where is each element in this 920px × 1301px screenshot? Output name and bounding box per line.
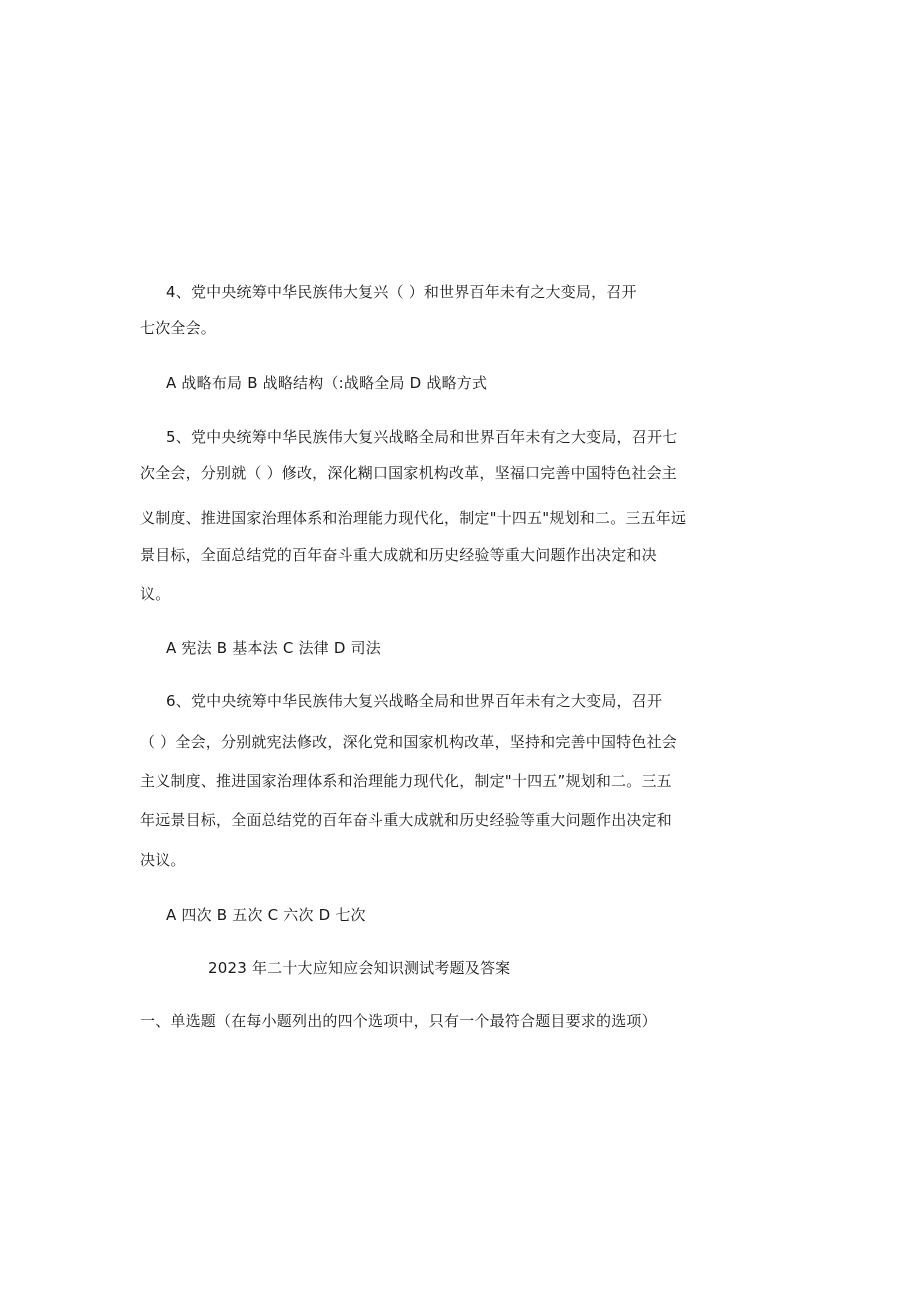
q6-options: A 四次 B 五次 C 六次 D 七次 <box>166 906 366 924</box>
q6-stem-line-1: 6、党中央统筹中华民族伟大复兴战略全局和世界百年未有之大变局，召开 <box>166 692 663 710</box>
q4-options: A 战略布局 B 战略结构（:战略全局 D 战略方式 <box>166 374 488 392</box>
q5-stem-line-5: 议。 <box>140 585 171 603</box>
q6-stem-line-4: 年远景目标，全面总结党的百年奋斗重大成就和历史经验等重大问题作出决定和 <box>140 811 673 829</box>
q4-stem-line-2: 七次全会。 <box>140 319 217 337</box>
q5-stem-line-2: 次全会，分别就（ ）修改，深化糊口国家机构改革，坚福口完善中国特色社会主 <box>140 464 677 482</box>
q5-stem-line-4: 景目标，全面总结党的百年奋斗重大成就和历史经验等重大问题作出决定和决 <box>140 546 657 564</box>
q4-stem-line-1: 4、党中央统筹中华民族伟大复兴（ ）和世界百年未有之大变局，召开 <box>166 283 637 301</box>
q6-stem-line-3: 主义制度、推进国家治理体系和治理能力现代化，制定"十四五”规划和二。三五 <box>140 772 672 790</box>
section-heading: 一、单选题（在每小题列出的四个选项中，只有一个最符合题目要求的选项） <box>140 1012 657 1030</box>
q5-stem-line-1: 5、党中央统筹中华民族伟大复兴战略全局和世界百年未有之大变局，召开七 <box>166 428 678 446</box>
q5-stem-line-3: 义制度、推进国家治理体系和治理能力现代化，制定"十四五"规划和二。三五年远 <box>140 509 687 527</box>
section-title: 2023 年二十大应知应会知识测试考题及答案 <box>208 959 511 977</box>
q6-stem-line-5: 决议。 <box>140 851 186 869</box>
q5-options: A 宪法 B 基本法 C 法律 D 司法 <box>166 639 381 657</box>
q6-stem-line-2: （ ）全会，分别就宪法修改，深化党和国家机构改革，坚持和完善中国特色社会 <box>140 733 677 751</box>
